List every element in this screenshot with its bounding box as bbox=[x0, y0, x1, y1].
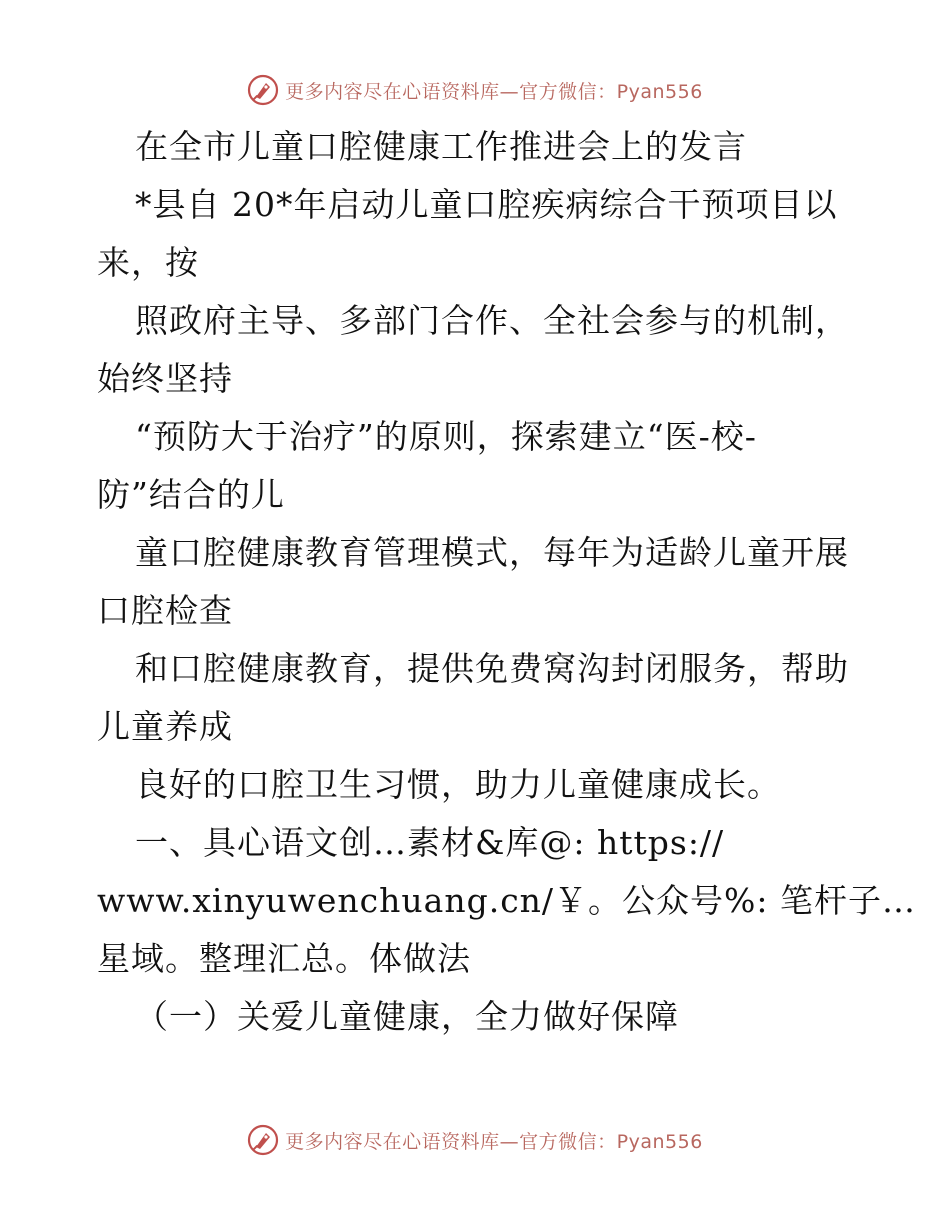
paragraph-line: 童口腔健康教育管理模式，每年为适龄儿童开展 bbox=[135, 533, 849, 572]
paragraph-line: 星域。整理汇总。体做法 bbox=[97, 939, 471, 978]
paragraph-line: 良好的口腔卫生习惯，助力儿童健康成长。 bbox=[135, 765, 781, 804]
paragraph-line: 来，按 bbox=[97, 243, 199, 282]
watermark-banner-top bbox=[0, 70, 950, 110]
pen-nib-logo-icon bbox=[247, 1124, 279, 1156]
paragraph-line: *县自 20*年启动儿童口腔疾病综合干预项目以 bbox=[135, 185, 838, 224]
paragraph-line: 照政府主导、多部门合作、全社会参与的机制， bbox=[135, 301, 849, 340]
document-title: 在全市儿童口腔健康工作推进会上的发言 bbox=[135, 127, 747, 166]
paragraph-line: 和口腔健康教育，提供免费窝沟封闭服务，帮助 bbox=[135, 649, 849, 688]
subsection-heading: （一）关爱儿童健康，全力做好保障 bbox=[135, 997, 679, 1036]
paragraph-line: 儿童养成 bbox=[97, 707, 233, 746]
pen-nib-logo-icon bbox=[247, 74, 279, 106]
paragraph-line: “预防大于治疗”的原则，探索建立“医-校- bbox=[135, 417, 757, 456]
paragraph-line: www.xinyuwenchuang.cn/￥。公众号%: 笔杆子… bbox=[97, 881, 917, 920]
document-body bbox=[97, 118, 917, 1046]
watermark-text: 更多内容尽在心语资料库—官方微信：Pyan556 bbox=[285, 1130, 703, 1153]
section-heading-line: 一、具心语文创…素材&库@: https:// bbox=[135, 823, 725, 862]
paragraph-line: 防”结合的儿 bbox=[97, 475, 285, 514]
watermark-text: 更多内容尽在心语资料库—官方微信：Pyan556 bbox=[285, 80, 703, 103]
watermark-banner-bottom bbox=[0, 1120, 950, 1160]
paragraph-line: 始终坚持 bbox=[97, 359, 233, 398]
paragraph-line: 口腔检查 bbox=[97, 591, 233, 630]
